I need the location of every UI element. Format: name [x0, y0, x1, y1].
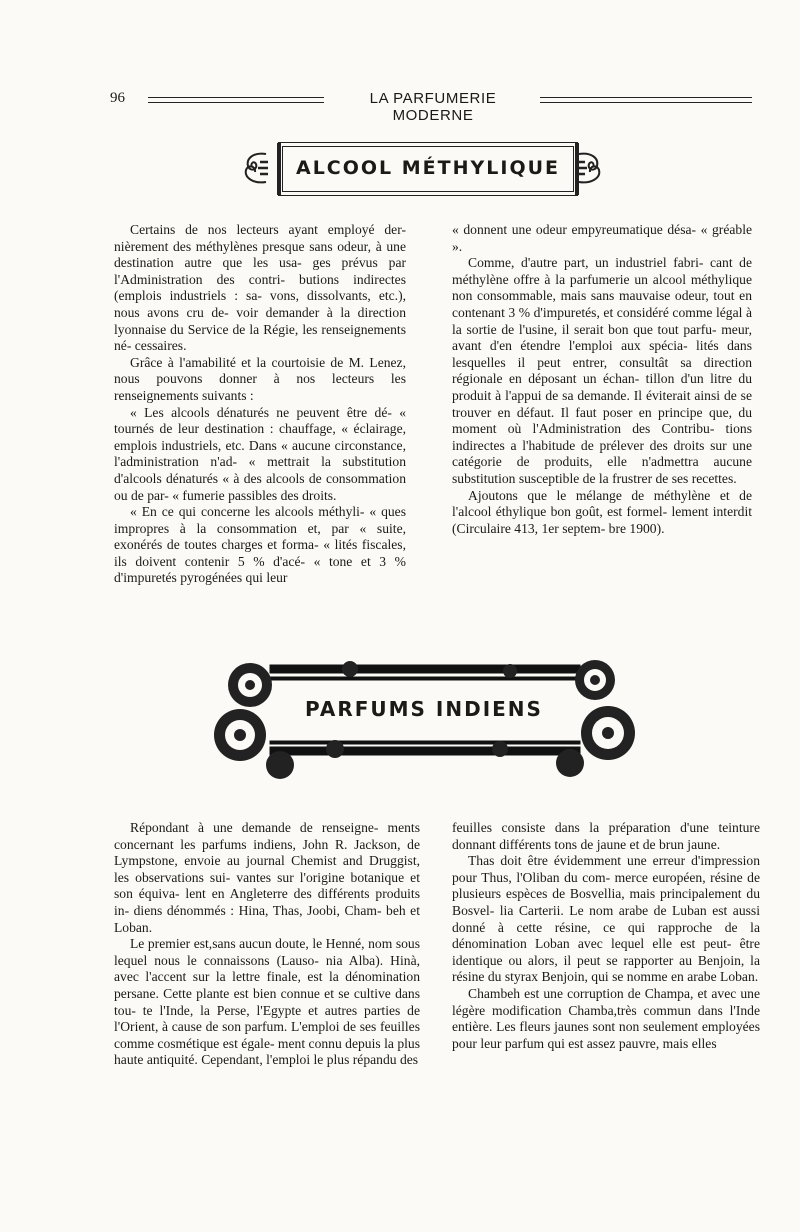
article1-column-right: [452, 222, 752, 537]
quotation-paragraph: « Les alcools dénaturés ne peuvent être dé- « tournés de leur destination : chauffage, « éclairage, emplois industriels, etc. Dans « aucune circonstance, l'administration n'ad- « mettrait la substitution d'alcools dénaturés « à des alcools de consommation ou de par- « fumerie passibles des droits.: [114, 404, 406, 503]
article2-column-left: [114, 820, 420, 1069]
page-number: 96: [110, 90, 125, 106]
paragraph: Ajoutons que le mélange de méthylène et de l'alcool éthylique bon goût, est formel- lement interdit (Circulaire 413, 1er septem- bre 1900).: [452, 487, 752, 536]
article-title: ALCOOL MÉTHYLIQUE: [295, 157, 561, 179]
paragraph: Répondant à une demande de renseigne- ments concernant les parfums indiens, John R. Jackson, de Lympstone, envoie au journal Chemist and Druggist, les observations sui- vantes sur l'origine botanique et son équiva- lent en Angleterre des différents produits in- diens dénommés : Hina, Thas, Joobi, Cham- beh et Loban.: [114, 820, 420, 935]
paragraph: Certains de nos lecteurs ayant employé der- nièrement des méthylènes presque sans odeur, à une destination autre que les usa- ges prévus par l'Administration des contri- butions indirectes (emplois industriels : sa- vons, dissolvants, etc.), nous avons cru de- voir demander à la direction lyonnaise du Service de la Régie, les renseignements né- cessaires.: [114, 222, 406, 354]
quotation-paragraph: « donnent une odeur empyreumatique désa- « gréable ».: [452, 222, 752, 254]
paragraph: Thas doit être évidemment une erreur d'impression pour Thus, l'Oliban du com- merce européen, résine de plusieurs espèces de Bosvellia, mais principalement du Bosvel- lia Carterii. Le nom arabe de Luban est aussi donné à cette résine, ce qui rapproche de la dénomination Loban avec lequel elle est peut- être identique ou alors, il peut se rapporter au Benjoin, la résine du styrax Benjoin, qui se nomme en arabe Loban.: [452, 853, 760, 985]
paragraph: Grâce à l'amabilité et la courtoisie de M. Lenez, nous pouvons donner à nos lecteurs les renseignements suivants :: [114, 354, 406, 403]
journal-title: LA PARFUMERIE MODERNE: [369, 90, 497, 124]
paragraph: Chambeh est une corruption de Champa, et avec une légère modification Chamba,très commun dans l'Inde entière. Les fleurs jaunes sont non seulement employées pour leur parfum qui est assez pauvre, mais elles: [452, 985, 760, 1051]
fleuron-right-icon: [575, 150, 605, 186]
paragraph: Le premier est,sans aucun doute, le Henné, nom sous lequel nous le connaissons (Lauso- nia Alba). Hinà, avec l'accent sur la lettre finale, est la dénomination persane. Cette plante est bien connue et se cultive dans tou- te l'Inde, la Perse, l'Egypte et autres parties de l'Orient, à cause de son parfum. L'emploi de ses feuilles comme cosmétique est égale- ment connu depuis la plus haute antiquité. Cependant, l'emploi le plus répandu des: [114, 936, 420, 1068]
running-header: [110, 90, 752, 124]
section-title-ornament: [200, 645, 648, 785]
header-rule-right: [540, 97, 752, 103]
paragraph: feuilles consiste dans la préparation d'une teinture donnant différents tons de jaune et de brun jaune.: [452, 820, 760, 852]
title-box: [282, 146, 574, 192]
header-rule-left: [148, 97, 324, 103]
article2-column-right: [452, 820, 760, 1052]
fleuron-left-icon: [240, 150, 270, 186]
article-title-frame: [240, 142, 605, 198]
section-title: PARFUMS INDIENS: [305, 697, 543, 721]
paragraph: Comme, d'autre part, un industriel fabri- cant de méthylène offre à la parfumerie un alcool méthylique non consommable, mais sans mauvaise odeur, tout en contenant 3 % d'impuretés, et considéré comme légal à la sortie de l'usine, il serait bon que tout parfu- meur, avant d'en étendre l'emploi aux spécia- lités dans lesquelles il peut entrer, consultât sa direction régionale en déposant un échan- tillon d'un litre du produit à l'appui de sa demande. Il éviterait ainsi de se trouver en défaut. Il faut poser en principe que, du moment où l'Administration des Contribu- tions indirectes a l'habitude de prélever des droits sur une catégorie de produits, elle n'admettra aucune substitution susceptible de la frustrer de ses recettes.: [452, 255, 752, 486]
quotation-paragraph: « En ce qui concerne les alcools méthyli- « ques impropres à la consommation et, par « suite, exonérés de toutes charges et forma- « lités fiscales, ils doivent contenir 5 % d'acé- « tone et 3 % d'impuretés pyrogénées qui leur: [114, 504, 406, 586]
article1-column-left: [114, 222, 406, 587]
